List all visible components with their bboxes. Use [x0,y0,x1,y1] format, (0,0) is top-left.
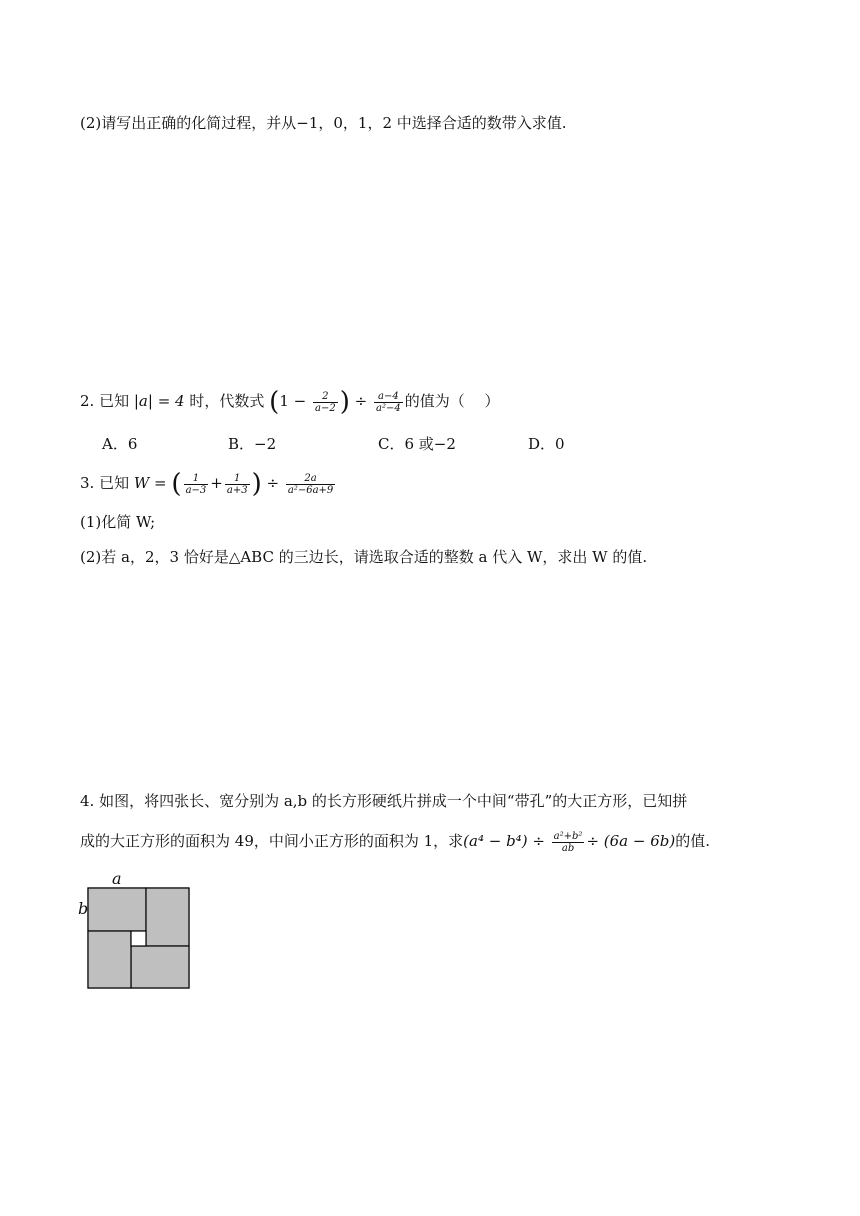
q3-plus: + [210,474,223,492]
q3-frac3-numerator: 2a [304,472,317,484]
q2-one-minus: 1 − [279,392,307,410]
q4-fraction [552,831,585,854]
q2-option-a: A．6 [102,435,138,453]
rectangle-top-right [146,888,189,946]
q3-fraction-2 [225,473,250,496]
rectangle-bottom-left [88,931,131,988]
q2-frac1-denominator: a−2 [314,402,336,414]
q2-fraction-2 [374,391,403,414]
q2-mid: 时，代数式 [189,392,265,410]
q4-expr-2: ÷ (6a − 6b) [586,832,676,850]
q3-w-eq: W = [133,474,167,492]
q4-expr-1: (a⁴ − b⁴) ÷ [463,832,545,850]
label-b: b [78,899,89,918]
q3-fraction-1 [184,473,209,496]
q4-frac-denominator: ab [552,842,585,854]
q2-div: ÷ [354,392,368,410]
q3-frac3-denominator: a²−6a+9 [287,484,334,496]
q2-option-d: D．0 [528,435,565,453]
q2-option-b: B．−2 [228,435,277,453]
q3-prefix: 3. 已知 [80,474,130,492]
q3-fraction-3 [286,473,335,496]
right-paren: ) [339,387,350,417]
q2-suffix: 的值为（ ） [404,392,500,410]
question-3-part-1: (1)化简 W; [80,513,156,531]
center-hole-square [131,931,146,946]
question-4-line-2 [80,830,710,854]
left-paren: ( [269,387,280,417]
question-3-stem [80,469,337,499]
q2-prefix: 2. 已知 [80,392,130,410]
right-paren: ) [251,469,262,499]
pinwheel-square-figure [78,868,198,993]
q2-frac1-numerator: 2 [322,390,329,402]
q2-frac2-numerator: a−4 [377,390,399,402]
label-a: a [112,869,122,888]
q2-abs-expr: |a| = 4 [133,392,185,410]
q2-frac2-denominator: a²−4 [375,402,401,414]
q4-line2-post: 的值. [675,832,710,850]
question-2-stem [80,387,500,417]
pinwheel-square-svg [78,868,198,993]
q3-frac1-denominator: a−3 [185,484,207,496]
q3-frac2-numerator: 1 [234,472,241,484]
question-1-part-2: (2)请写出正确的化简过程，并从−1，0，1，2 中选择合适的数带入求值. [80,114,567,132]
left-paren: ( [171,469,182,499]
q3-div: ÷ [266,474,280,492]
q3-frac2-denominator: a+3 [226,484,248,496]
rectangle-bottom-right [131,946,189,988]
q2-option-c: C．6 或−2 [378,435,456,453]
q3-frac1-numerator: 1 [192,472,200,484]
q2-fraction-1 [313,391,338,414]
q4-line2-pre: 成的大正方形的面积为 49，中间小正方形的面积为 1，求 [80,832,464,850]
question-3-part-2: (2)若 a，2，3 恰好是△ABC 的三边长，请选取合适的整数 a 代入 W，求出 W 的值. [80,548,648,566]
rectangle-top-left [88,888,146,931]
q4-frac-numerator: a²+b² [553,830,583,842]
question-4-line-1: 4. 如图，将四张长、宽分别为 a,b 的长方形硬纸片拼成一个中间“带孔”的大正方形，已知拼 [80,792,688,810]
